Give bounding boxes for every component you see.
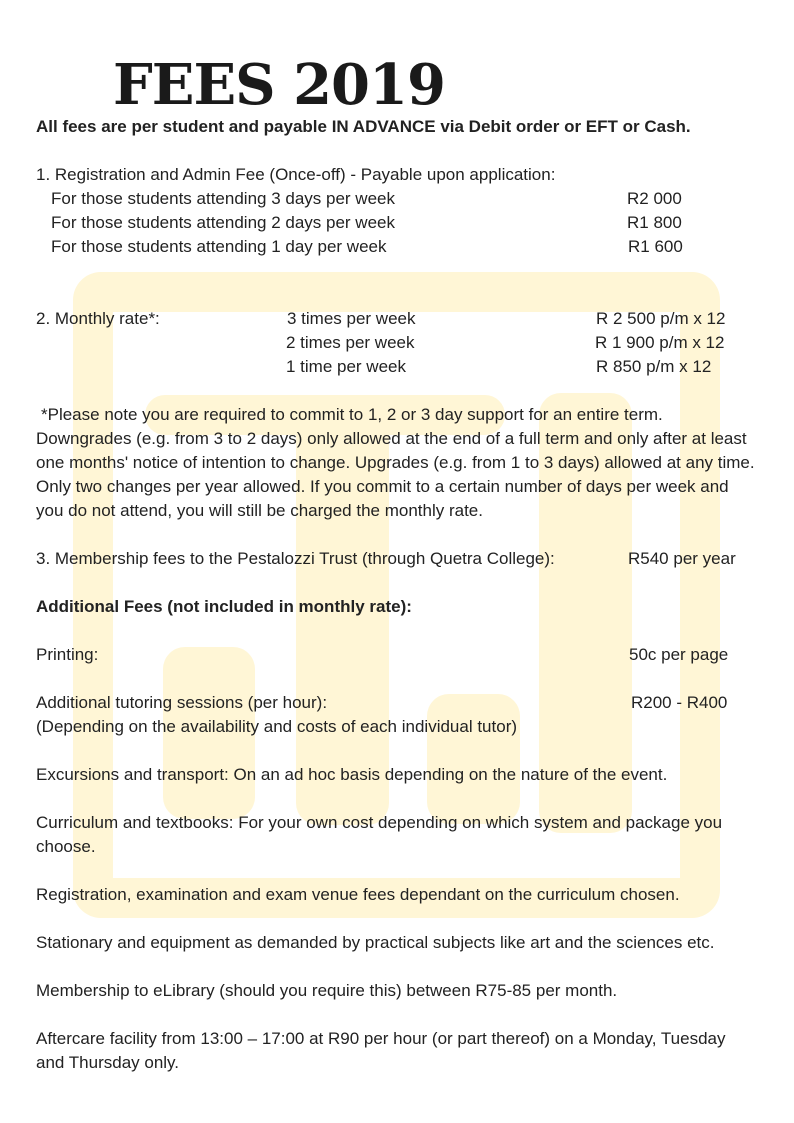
monthly-rate-label: 3 times per week — [287, 309, 416, 328]
stationary-text: Stationary and equipment as demanded by practical subjects like art and the sciences etc. — [36, 933, 715, 952]
watermark-bar-3 — [427, 694, 520, 824]
printing-label: Printing: — [36, 645, 99, 664]
printing-amount: 50c per page — [629, 645, 729, 664]
monthly-rate-label: 2 times per week — [286, 333, 415, 352]
registration-heading: 1. Registration and Admin Fee (Once-off) - Payable upon application: — [36, 165, 556, 184]
elibrary-text: Membership to eLibrary (should you require this) between R75-85 per month. — [36, 981, 618, 1000]
registration-row-amount: R2 000 — [627, 189, 682, 208]
curriculum-text: Curriculum and textbooks: For your own cost depending on which system and package you choose. — [36, 813, 723, 856]
registration-row-amount: R1 600 — [628, 237, 683, 256]
intro-text: All fees are per student and payable IN ADVANCE via Debit order or EFT or Cash. — [36, 117, 691, 136]
monthly-rate-amount: R 1 900 p/m x 12 — [595, 333, 725, 352]
tutoring-label: Additional tutoring sessions (per hour): — [36, 693, 328, 712]
additional-fees-heading: Additional Fees (not included in monthly rate): — [36, 597, 412, 616]
membership-amount: R540 per year — [628, 549, 736, 568]
excursions-text: Excursions and transport: On an ad hoc basis depending on the nature of the event. — [36, 765, 668, 784]
monthly-rate-label: 1 time per week — [286, 357, 406, 376]
registration-exam-text: Registration, examination and exam venue fees dependant on the curriculum chosen. — [36, 885, 680, 904]
tutoring-amount: R200 - R400 — [631, 693, 728, 712]
monthly-rate-amount: R 850 p/m x 12 — [596, 357, 712, 376]
tutoring-note: (Depending on the availability and costs of each individual tutor) — [36, 717, 518, 736]
monthly-rate-note: *Please note you are required to commit to 1, 2 or 3 day support for an entire term. Downgrades (e.g. from 3 to 2 days) only allowed at the end of a full term and only after at least one months' notice of intention to change. Upgrades (e.g. from 1 to 3 days) allowed at any time. Only two changes per year allowed. If you commit to a certain number of days per week and you do not attend, you will still be charged the monthly rate. — [36, 405, 755, 520]
page-title: FEES 2019 — [113, 52, 445, 118]
aftercare-text: Aftercare facility from 13:00 – 17:00 at R90 per hour (or part thereof) on a Monday, Tuesday and Thursday only. — [36, 1029, 726, 1072]
registration-row-label: For those students attending 1 day per week — [51, 237, 387, 256]
registration-row-label: For those students attending 2 days per week — [51, 213, 395, 232]
registration-row-amount: R1 800 — [627, 213, 682, 232]
membership-label: 3. Membership fees to the Pestalozzi Trust (through Quetra College): — [36, 549, 555, 568]
registration-row-label: For those students attending 3 days per week — [51, 189, 395, 208]
monthly-rate-amount: R 2 500 p/m x 12 — [596, 309, 726, 328]
monthly-rate-heading: 2. Monthly rate*: — [36, 309, 160, 328]
